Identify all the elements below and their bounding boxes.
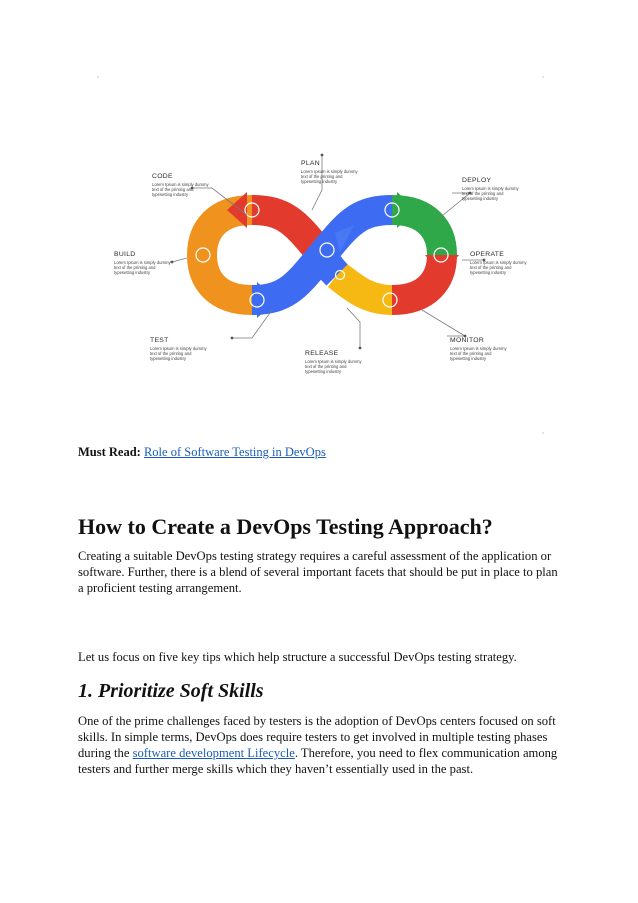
soft-skills-paragraph [78, 713, 563, 777]
section-heading: How to Create a DevOps Testing Approach? [78, 514, 493, 539]
svg-text:typesetting industry: typesetting industry [152, 192, 189, 197]
svg-text:typesetting industry: typesetting industry [150, 356, 187, 361]
svg-text:typesetting industry: typesetting industry [462, 196, 499, 201]
plan-segment [322, 210, 392, 255]
devops-infinity-diagram [92, 70, 552, 440]
svg-text:text of the printing and: text of the printing and [305, 364, 347, 369]
svg-text:Lorem Ipsum is simply dummy: Lorem Ipsum is simply dummy [462, 186, 519, 191]
svg-text:typesetting industry: typesetting industry [301, 179, 338, 184]
svg-text:PLAN: PLAN [301, 160, 320, 167]
stage-label-plan [301, 160, 358, 184]
svg-text:CODE: CODE [152, 173, 173, 180]
svg-text:text of the printing and: text of the printing and [462, 191, 504, 196]
soft-skills-text-after: . Therefore, you need to flex communication among testers and further merge skills which they haven’t essentially used in the past. [78, 746, 558, 776]
svg-text:text of the printing and: text of the printing and [152, 187, 194, 192]
svg-text:Lorem Ipsum is simply dummy: Lorem Ipsum is simply dummy [150, 346, 207, 351]
svg-text:Lorem Ipsum is simply dummy: Lorem Ipsum is simply dummy [114, 260, 171, 265]
svg-text:Lorem Ipsum is simply dummy: Lorem Ipsum is simply dummy [450, 346, 507, 351]
sdlc-link[interactable]: software development Lifecycle [132, 746, 295, 760]
svg-text:Lorem Ipsum is simply dummy: Lorem Ipsum is simply dummy [152, 182, 209, 187]
stage-label-release [305, 350, 362, 374]
svg-text:Lorem Ipsum is simply dummy: Lorem Ipsum is simply dummy [470, 260, 527, 265]
release-segment [322, 255, 337, 275]
soft-skills-text-before: One of the prime challenges faced by testers is the adoption of DevOps centers focused on soft skills. In simple terms, DevOps does require testers to get involved in multiple testing phases during the [78, 714, 556, 760]
svg-text:typesetting industry: typesetting industry [470, 270, 507, 275]
must-read-label: Must Read: [78, 445, 141, 459]
svg-text:typesetting industry: typesetting industry [450, 356, 487, 361]
svg-text:typesetting industry: typesetting industry [305, 369, 342, 374]
must-read-line [78, 445, 563, 460]
svg-text:text of the printing and: text of the printing and [301, 174, 343, 179]
intro-paragraph: Creating a suitable DevOps testing strategy requires a careful assessment of the application or software. Further, there is a blend of several important facets that should be put in place to plan a proficient testing arrangement. [78, 549, 558, 595]
svg-text:text of the printing and: text of the printing and [150, 351, 192, 356]
svg-text:text of the printing and: text of the printing and [470, 265, 512, 270]
svg-text:typesetting industry: typesetting industry [114, 270, 151, 275]
stage-label-operate [470, 251, 527, 275]
svg-text:text of the printing and: text of the printing and [450, 351, 492, 356]
svg-text:Lorem Ipsum is simply dummy: Lorem Ipsum is simply dummy [301, 169, 358, 174]
tips-intro-paragraph: Let us focus on five key tips which help structure a successful DevOps testing strategy. [78, 650, 517, 664]
stage-label-test [150, 337, 207, 361]
stage-label-deploy [462, 177, 519, 201]
svg-text:BUILD: BUILD [114, 251, 136, 258]
svg-text:MONITOR: MONITOR [450, 337, 485, 344]
svg-text:text of the printing and: text of the printing and [114, 265, 156, 270]
svg-text:DEPLOY: DEPLOY [462, 177, 492, 184]
stage-label-code [152, 173, 209, 197]
svg-text:OPERATE: OPERATE [470, 251, 505, 258]
subsection-heading: 1. Prioritize Soft Skills [78, 680, 264, 702]
svg-text:TEST: TEST [150, 337, 169, 344]
stage-label-monitor [450, 337, 507, 361]
svg-text:Lorem Ipsum is simply dummy: Lorem Ipsum is simply dummy [305, 359, 362, 364]
stage-label-build [114, 251, 171, 275]
must-read-link[interactable]: Role of Software Testing in DevOps [143, 445, 326, 459]
svg-text:RELEASE: RELEASE [305, 350, 339, 357]
